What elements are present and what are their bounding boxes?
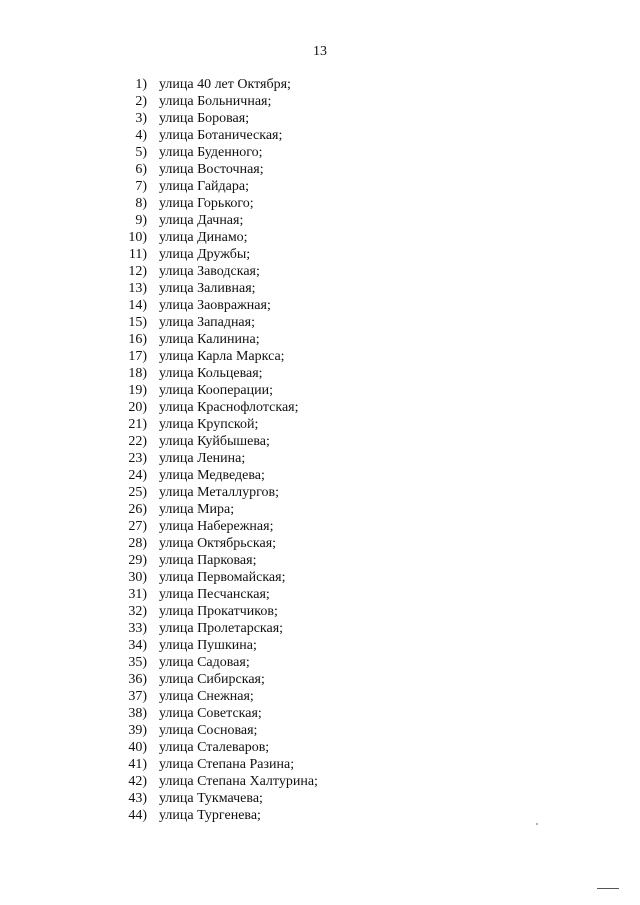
list-item <box>0 348 640 365</box>
list-item-street: улица Парковая; <box>159 553 257 568</box>
list-item-street: улица Заовражная; <box>159 298 271 313</box>
list-item <box>0 110 640 127</box>
list-item-number: 35) <box>128 655 147 670</box>
list-item-street: улица Ленина; <box>159 451 246 466</box>
list-item-number: 12) <box>128 264 147 279</box>
list-item <box>0 501 640 518</box>
list-item <box>0 76 640 93</box>
list-item <box>0 314 640 331</box>
list-item-number: 23) <box>128 451 147 466</box>
list-item-street: улица Мира; <box>159 502 235 517</box>
list-item <box>0 688 640 705</box>
list-item <box>0 807 640 824</box>
list-item-number: 24) <box>128 468 147 483</box>
list-item-number: 28) <box>128 536 147 551</box>
list-item-street: улица Заводская; <box>159 264 260 279</box>
list-item-street: улица Сосновая; <box>159 723 258 738</box>
list-item <box>0 552 640 569</box>
list-item <box>0 773 640 790</box>
list-item-number: 6) <box>135 162 147 177</box>
list-item-street: улица Металлургов; <box>159 485 280 500</box>
list-item-street: улица Больничная; <box>159 94 272 109</box>
list-item <box>0 144 640 161</box>
list-item-number: 42) <box>128 774 147 789</box>
list-item-number: 14) <box>128 298 147 313</box>
list-item-number: 18) <box>128 366 147 381</box>
list-item-number: 13) <box>128 281 147 296</box>
list-item-street: улица Калинина; <box>159 332 260 347</box>
list-item <box>0 603 640 620</box>
list-item <box>0 705 640 722</box>
list-item <box>0 263 640 280</box>
list-item <box>0 484 640 501</box>
list-item-number: 30) <box>128 570 147 585</box>
list-item-street: улица Краснофлотская; <box>159 400 299 415</box>
list-item-street: улица Пушкина; <box>159 638 257 653</box>
list-item <box>0 518 640 535</box>
list-item <box>0 93 640 110</box>
list-item-street: улица Медведева; <box>159 468 265 483</box>
list-item <box>0 229 640 246</box>
list-item-street: улица Первомайская; <box>159 570 286 585</box>
list-item <box>0 671 640 688</box>
list-item-number: 20) <box>128 400 147 415</box>
list-item-number: 22) <box>128 434 147 449</box>
list-item-number: 29) <box>128 553 147 568</box>
scan-speck <box>536 823 538 825</box>
list-item <box>0 416 640 433</box>
list-item <box>0 297 640 314</box>
list-item-street: улица Кооперации; <box>159 383 273 398</box>
list-item-street: улица Октябрьская; <box>159 536 277 551</box>
list-item-number: 16) <box>128 332 147 347</box>
list-item-number: 27) <box>128 519 147 534</box>
list-item <box>0 739 640 756</box>
list-item-number: 8) <box>135 196 147 211</box>
list-item-street: улица Боровая; <box>159 111 250 126</box>
list-item-street: улица Карла Маркса; <box>159 349 285 364</box>
list-item-number: 36) <box>128 672 147 687</box>
list-item-number: 4) <box>135 128 147 143</box>
list-item <box>0 331 640 348</box>
list-item-number: 7) <box>135 179 147 194</box>
list-item-number: 25) <box>128 485 147 500</box>
list-item-number: 41) <box>128 757 147 772</box>
list-item-street: улица Сталеваров; <box>159 740 270 755</box>
list-item-street: улица Заливная; <box>159 281 256 296</box>
list-item <box>0 195 640 212</box>
list-item <box>0 127 640 144</box>
list-item-street: улица Кольцевая; <box>159 366 263 381</box>
list-item-number: 32) <box>128 604 147 619</box>
list-item-number: 15) <box>128 315 147 330</box>
list-item-number: 3) <box>135 111 147 126</box>
list-item-street: улица Куйбышева; <box>159 434 270 449</box>
list-item-number: 37) <box>128 689 147 704</box>
list-item <box>0 535 640 552</box>
list-item-street: улица Ботаническая; <box>159 128 283 143</box>
list-item-number: 11) <box>128 247 147 262</box>
list-item <box>0 433 640 450</box>
list-item-street: улица Песчанская; <box>159 587 270 602</box>
list-item-number: 31) <box>128 587 147 602</box>
list-item <box>0 450 640 467</box>
list-item-number: 43) <box>128 791 147 806</box>
list-item-street: улица Сибирская; <box>159 672 265 687</box>
list-item-street: улица Снежная; <box>159 689 254 704</box>
list-item-street: улица Советская; <box>159 706 262 721</box>
list-item <box>0 586 640 603</box>
list-item-number: 44) <box>128 808 147 823</box>
list-item-number: 5) <box>135 145 147 160</box>
list-item <box>0 161 640 178</box>
list-item-street: улица Степана Разина; <box>159 757 295 772</box>
list-item-street: улица 40 лет Октября; <box>159 77 291 92</box>
list-item-number: 26) <box>128 502 147 517</box>
list-item <box>0 399 640 416</box>
list-item-number: 40) <box>128 740 147 755</box>
scan-dash-mark <box>597 888 619 889</box>
list-item-street: улица Дружбы; <box>159 247 251 262</box>
list-item-number: 17) <box>128 349 147 364</box>
list-item-number: 1) <box>135 77 147 92</box>
list-item-number: 33) <box>128 621 147 636</box>
list-item <box>0 246 640 263</box>
street-list <box>0 76 640 824</box>
list-item <box>0 365 640 382</box>
list-item <box>0 382 640 399</box>
list-item-street: улица Дачная; <box>159 213 244 228</box>
list-item <box>0 722 640 739</box>
list-item-street: улица Горького; <box>159 196 254 211</box>
list-item <box>0 654 640 671</box>
list-item <box>0 569 640 586</box>
list-item <box>0 280 640 297</box>
list-item-number: 19) <box>128 383 147 398</box>
page-number: 13 <box>313 44 327 59</box>
list-item-street: улица Степана Халтурина; <box>159 774 318 789</box>
list-item-street: улица Набережная; <box>159 519 274 534</box>
list-item-street: улица Пролетарская; <box>159 621 284 636</box>
list-item-number: 21) <box>128 417 147 432</box>
list-item-number: 2) <box>135 94 147 109</box>
list-item <box>0 790 640 807</box>
list-item-street: улица Восточная; <box>159 162 264 177</box>
list-item-number: 39) <box>128 723 147 738</box>
list-item <box>0 467 640 484</box>
list-item <box>0 637 640 654</box>
list-item-street: улица Садовая; <box>159 655 250 670</box>
list-item-number: 38) <box>128 706 147 721</box>
list-item-street: улица Западная; <box>159 315 255 330</box>
list-item-number: 10) <box>128 230 147 245</box>
list-item-street: улица Тургенева; <box>159 808 261 823</box>
list-item-number: 9) <box>135 213 147 228</box>
list-item <box>0 212 640 229</box>
list-item-street: улица Крупской; <box>159 417 259 432</box>
list-item-street: улица Буденного; <box>159 145 263 160</box>
list-item-street: улица Прокатчиков; <box>159 604 278 619</box>
list-item <box>0 756 640 773</box>
list-item-number: 34) <box>128 638 147 653</box>
list-item <box>0 178 640 195</box>
list-item-street: улица Гайдара; <box>159 179 249 194</box>
list-item-street: улица Тукмачева; <box>159 791 263 806</box>
list-item-street: улица Динамо; <box>159 230 248 245</box>
list-item <box>0 620 640 637</box>
